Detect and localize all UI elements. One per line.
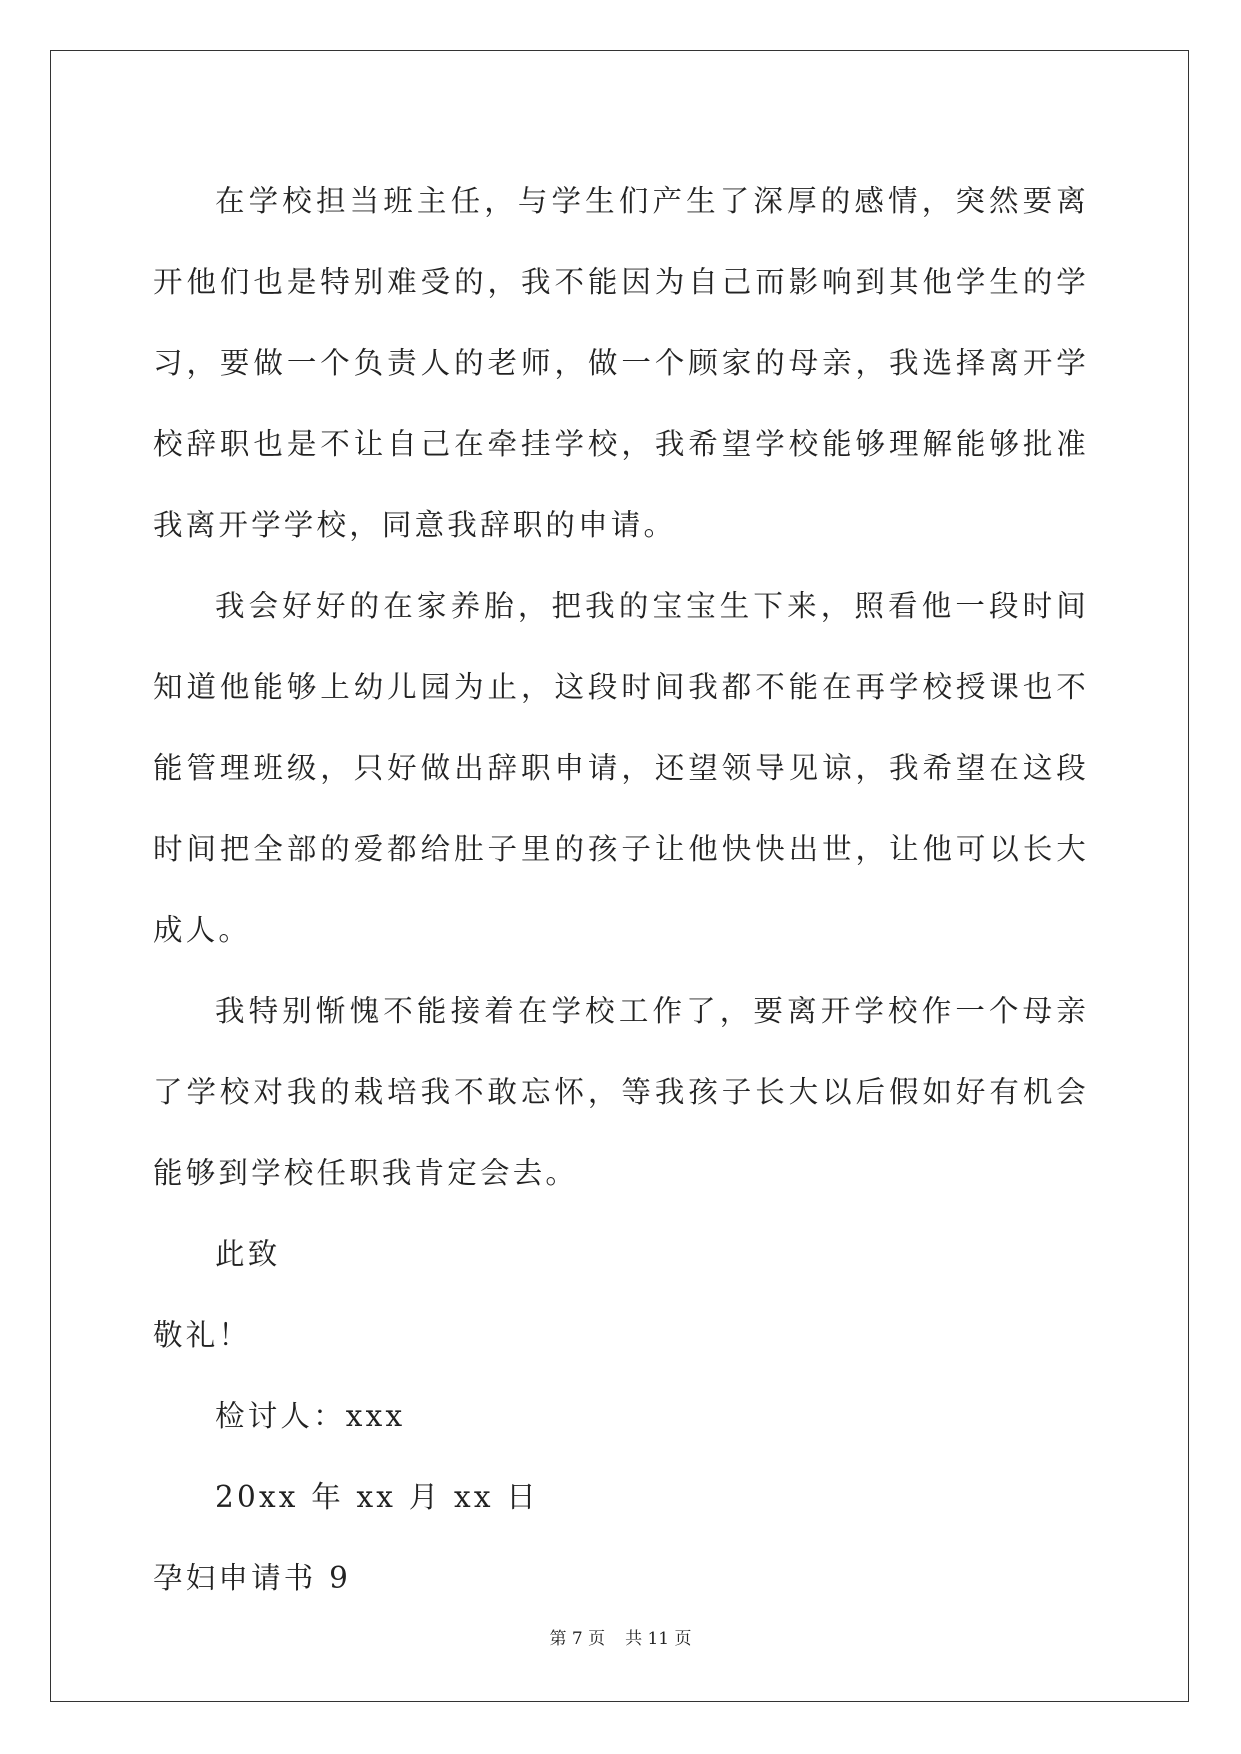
page-number: 第 7 页	[549, 1629, 606, 1649]
paragraph-1: 在学校担当班主任，与学生们产生了深厚的感情，突然要离开他们也是特别难受的，我不能因为自己而影响到其他学生的学习，要做一个负责人的老师，做一个顾家的母亲，我选择离开学校辞职也是不让自己在牵挂学校，我希望学校能够理解能够批准我离开学学校，同意我辞职的申请。	[153, 184, 1089, 542]
paragraph-2: 我会好好的在家养胎，把我的宝宝生下来，照看他一段时间知道他能够上幼儿园为止，这段时间我都不能在再学校授课也不能管理班级，只好做出辞职申请，还望领导见谅，我希望在这段时间把全部的爱都给肚子里的孩子让他快快出世，让他可以长大成人。	[153, 589, 1089, 947]
document-body	[153, 161, 1089, 1619]
salute-line: 敬礼！	[153, 1318, 252, 1352]
date-line: 20xx 年 xx 月 xx 日	[215, 1480, 539, 1514]
page-footer	[0, 1624, 1241, 1649]
signer-line: 检讨人：xxx	[215, 1399, 406, 1433]
paragraph-3: 我特别惭愧不能接着在学校工作了，要离开学校作一个母亲了学校对我的栽培我不敢忘怀，等我孩子长大以后假如好有机会能够到学校任职我肯定会去。	[153, 994, 1089, 1190]
total-pages: 共 11 页	[625, 1629, 692, 1649]
next-section-title: 孕妇申请书 9	[153, 1561, 352, 1595]
closing-line: 此致	[215, 1237, 281, 1271]
